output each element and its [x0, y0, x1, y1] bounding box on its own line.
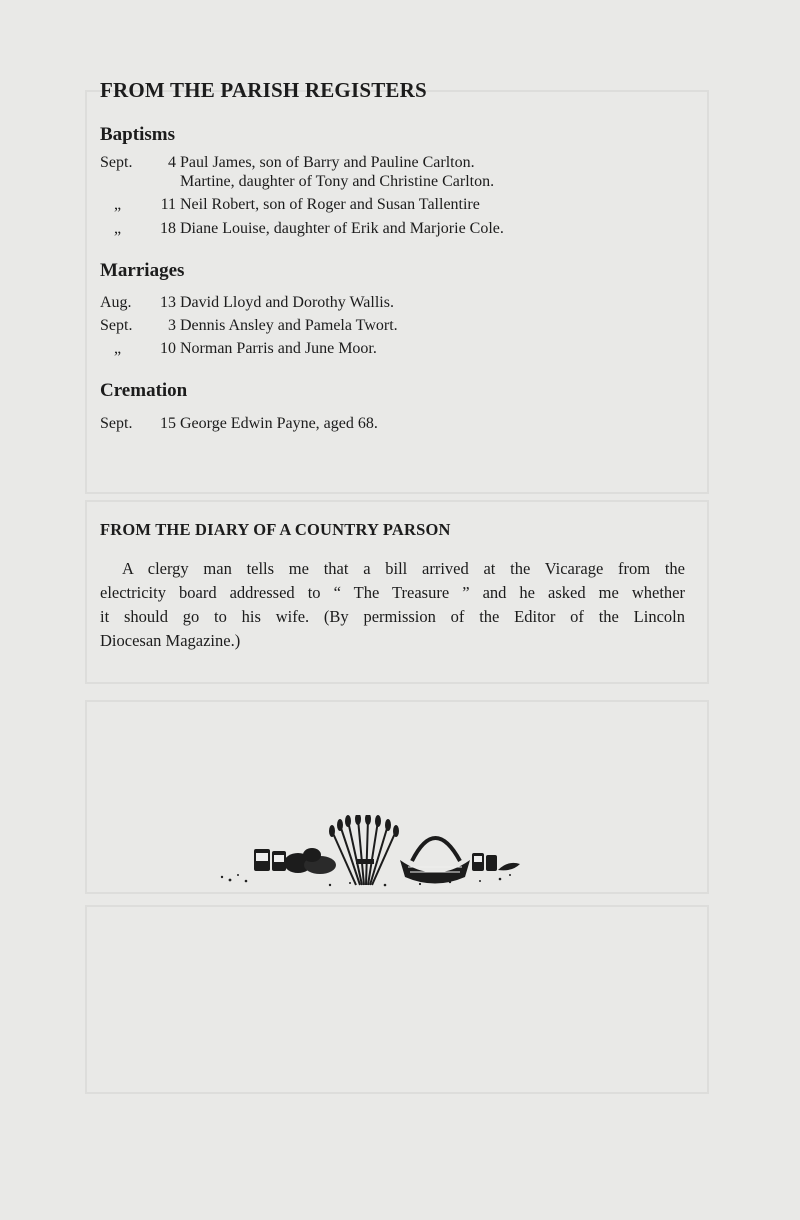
diary-title: FROM THE DIARY OF A COUNTRY PARSON	[100, 520, 451, 539]
registers-title: FROM THE PARISH REGISTERS	[100, 78, 427, 102]
marriage-entry: „ 10 Norman Parris and June Moor.	[114, 340, 377, 357]
entry-text: Diane Louise, daughter of Erik and Marjorie Cole.	[180, 220, 504, 237]
show-through-box	[85, 905, 709, 1094]
entry-text: Dennis Ansley and Pamela Twort.	[180, 317, 398, 334]
paragraph-line: A clergy man tells me that a bill arrived at the Vicarage from the	[122, 559, 685, 578]
entry-text: Martine, daughter of Tony and Christine Carlton.	[180, 173, 495, 190]
paragraph-line: it should go to his wife. (By permission of the Editor of the Lincoln	[100, 607, 685, 626]
marriages-heading: Marriages	[100, 260, 185, 281]
baptism-entry: „ 18 Diane Louise, daughter of Erik and Marjorie Cole.	[114, 220, 504, 237]
baptism-entry	[100, 172, 700, 196]
paragraph-line: Diocesan Magazine.)	[100, 631, 241, 650]
entry-text: Neil Robert, son of Roger and Susan Tallentire	[180, 196, 480, 213]
marriage-entry: Sept. 3 Dennis Ansley and Pamela Twort.	[100, 317, 398, 334]
entry-text: Norman Parris and June Moor.	[180, 340, 377, 357]
baptisms-heading: Baptisms	[100, 124, 175, 145]
marriage-entry: Aug. 13 David Lloyd and Dorothy Wallis.	[100, 294, 394, 311]
entry-text: Paul James, son of Barry and Pauline Carlton.	[180, 154, 475, 171]
diary-paragraph	[100, 557, 685, 653]
entry-text: David Lloyd and Dorothy Wallis.	[180, 294, 394, 311]
cremation-heading: Cremation	[100, 380, 188, 401]
harvest-still-life-icon	[210, 815, 530, 895]
baptism-entry: Sept. 4 Paul James, son of Barry and Pauline Carlton.	[100, 154, 475, 171]
entry-text: George Edwin Payne, aged 68.	[180, 415, 378, 432]
paragraph-line: electricity board addressed to “ The Treasure ” and he asked me whether	[100, 583, 685, 602]
cremation-entry: Sept. 15 George Edwin Payne, aged 68.	[100, 415, 378, 432]
baptism-entry: „ 11 Neil Robert, son of Roger and Susan Tallentire	[114, 196, 480, 213]
